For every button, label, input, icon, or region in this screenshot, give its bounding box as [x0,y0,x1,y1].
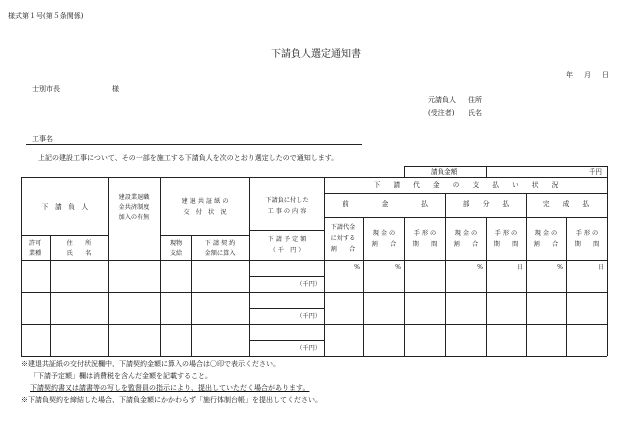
certificate-header-1: 建 退 共 証 紙 の [181,198,229,205]
note-4: ※下請負契約を締結した場合、下請負金額にかかわらず「施行体制台帳」を提出してください。 [21,396,322,404]
included-header-2: 金額に算入 [204,250,236,257]
date-field: 年 月 日 [566,71,611,79]
unit-day-partial: 日 [516,264,523,271]
included-header-1: 下 請 契 約 [204,240,236,247]
form-number: 様式第１号(第５条関係) [8,12,84,20]
subcontractor-header: 下 請 負 人 [41,203,89,211]
retirement-header-1: 建設業退職 [118,194,150,201]
permit-type-header-2: 業種 [28,250,42,257]
advance-bill-period-2: 期 間 [412,241,438,248]
agent-label: (受注者) [428,109,455,117]
note-1: ※建退共証紙の交付状況欄中、下請契約金額に算入の場合は〇印で表示ください。 [21,360,280,368]
project-name-label: 工事名 [32,135,53,143]
unit-percent-ratio: % [354,264,360,271]
unit-percent-completion: % [557,264,563,271]
completion-cash-ratio-1: 現 金 の [534,230,558,237]
unit-percent-advance: % [395,264,401,271]
payment-status-header: 下 請 代 金 の 支 払 い 状 況 [373,181,559,189]
partial-cash-ratio-1: 現 金 の [454,230,478,237]
partial-bill-period-1: 手 形 の [494,230,518,237]
intro-text: 上記の建設工事について、その一部を施工する下請負人を次のとおり選定したので通知します。 [38,154,339,162]
unit-thousand-row2: （千円） [296,313,321,320]
document-title: 下請負人選定通知書 [271,49,361,60]
name-header: 氏 名 [66,250,92,257]
partial-cash-ratio-2: 割 合 [453,241,479,248]
scope-header-1: 下請負に付した [265,197,309,204]
contract-amount-unit: 千円 [588,168,602,176]
address-header: 住 所 [66,240,92,247]
partial-bill-period-2: 期 間 [493,241,519,248]
planned-amount-header-1: 下 請 予 定 額 [267,236,307,243]
retirement-header-2: 金共済制度 [118,204,150,211]
note-3: 下請契約書又は請書等の写しを監督員の指示により、提出していただく場合があります。 [30,384,310,392]
permit-type-header-1: 許可 [28,240,42,247]
planned-amount-header-2: （ 千 円 ） [269,247,305,254]
ratio-vs-amount-2: に対する [330,235,356,242]
completion-bill-period-1: 手 形 の [575,230,599,237]
project-name-line [26,144,362,145]
partial-payment-header: 部 分 払 [462,200,510,208]
unit-thousand-row1: （千円） [296,281,321,288]
advance-cash-ratio-1: 現 金 の [372,230,396,237]
addressee-name: 士別市長 [32,85,60,93]
advance-bill-period-1: 手 形 の [413,230,437,237]
completion-cash-ratio-2: 割 合 [533,241,559,248]
retirement-header-3: 加入の有無 [118,214,150,221]
unit-day-completion: 日 [597,264,604,271]
certificate-header-2: 交 付 状 況 [183,209,227,216]
completion-payment-header: 完 成 払 [542,200,590,208]
scope-header-2: 工 事 の 内 容 [267,208,307,215]
unit-thousand-row3: （千円） [296,345,321,352]
advance-cash-ratio-2: 割 合 [371,241,397,248]
ratio-vs-amount-1: 下請代金 [330,224,356,231]
in-kind-header-2: 支給 [169,250,183,257]
note-2: 「下請予定額」欄は消費税を含んだ金額を記載すること。 [30,372,212,380]
in-kind-header-1: 現物 [169,240,183,247]
addressee-honorific: 様 [112,85,119,93]
name-label: 氏名 [468,109,482,117]
address-label: 住所 [468,96,482,104]
ratio-vs-amount-3: 割 合 [330,246,356,253]
contractor-label: 元請負人 [428,96,456,104]
contract-amount-label: 請負金額 [431,168,458,176]
completion-bill-period-2: 期 間 [574,241,600,248]
advance-payment-header: 前 金 払 [342,200,428,208]
unit-percent-partial: % [477,264,483,271]
